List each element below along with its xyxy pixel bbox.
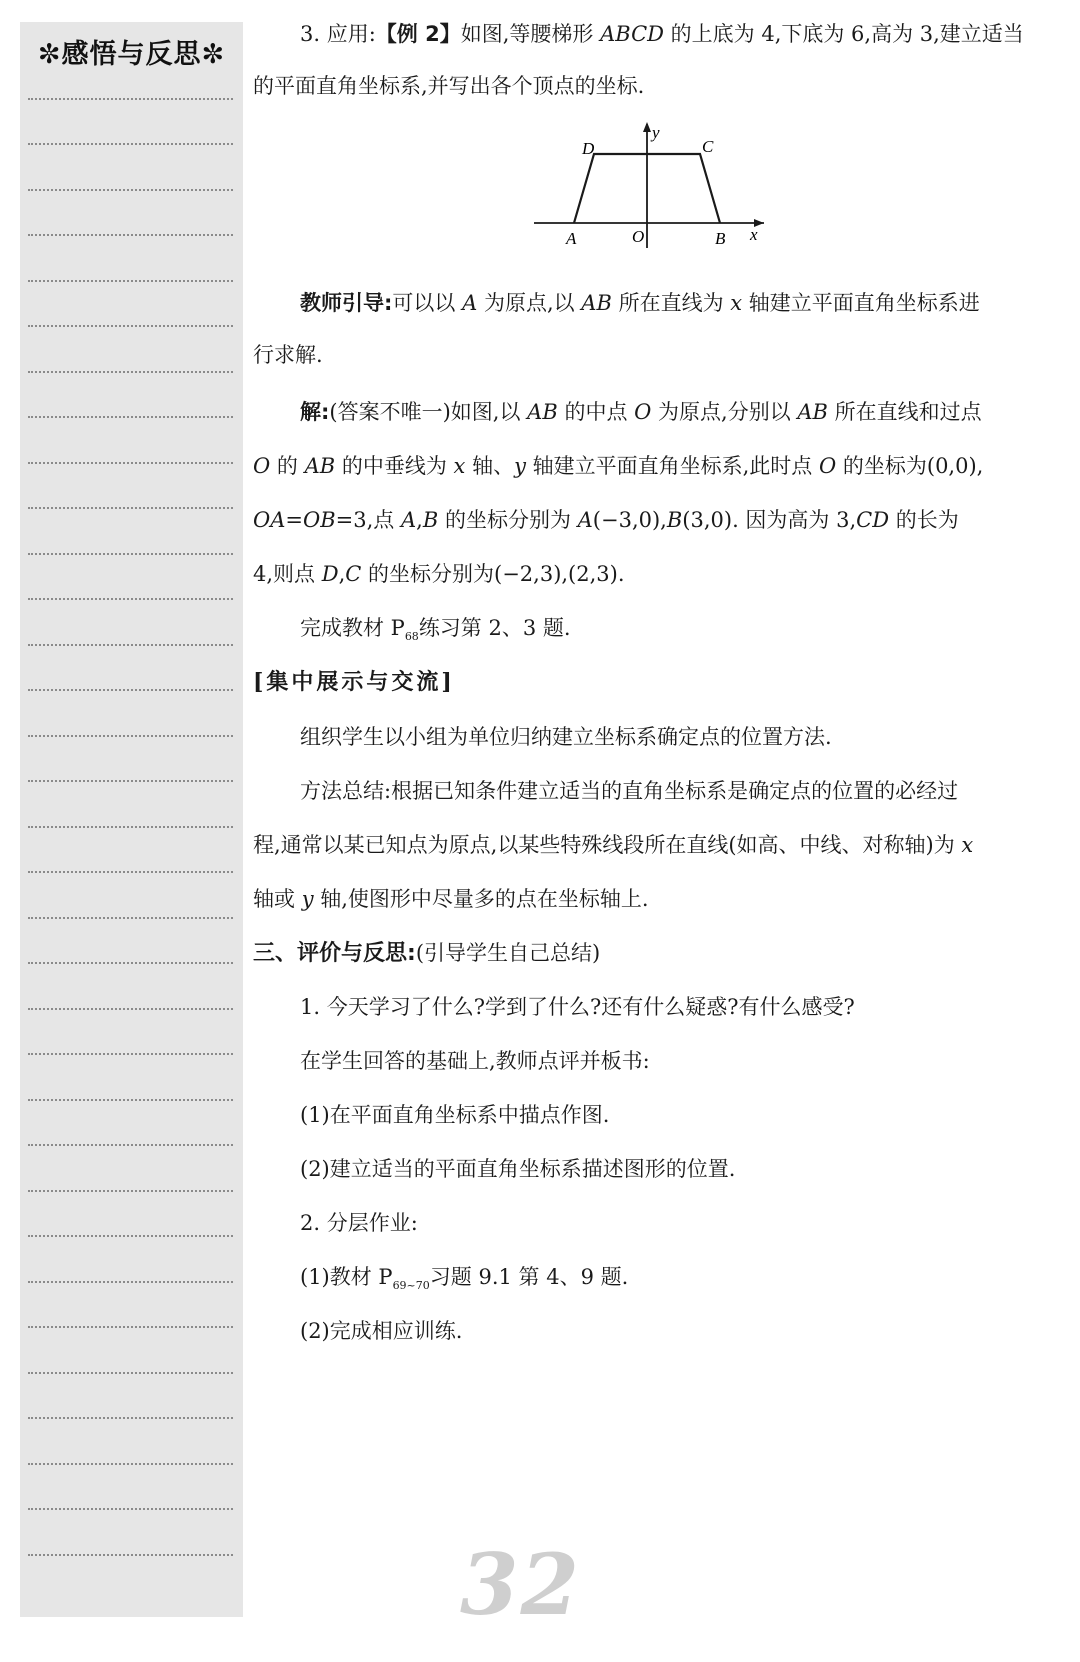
text: (答案不唯一)如图,以	[329, 400, 528, 424]
example2-line2: 的平面直角坐标系,并写出各个顶点的坐标.	[253, 74, 645, 98]
page-subscript: 68	[404, 630, 419, 644]
text: (1)教材 P	[300, 1265, 393, 1289]
text: 为原点,以	[477, 291, 582, 315]
text: 习题 9.1 第 4、9 题.	[429, 1265, 629, 1289]
text: 轴建立平面直角坐标系进	[742, 291, 980, 315]
ruled-line	[28, 1099, 233, 1101]
math-var: x	[961, 833, 974, 857]
ruled-line	[28, 143, 233, 145]
showcase-para1: 组织学生以小组为单位归纳建立坐标系确定点的位置方法.	[300, 725, 832, 749]
math-var: CD	[856, 508, 890, 532]
ruled-line	[28, 917, 233, 919]
math-var: ABCD	[600, 22, 664, 46]
homework-item2: (2)完成相应训练.	[300, 1319, 463, 1343]
sidebar-title: ✼感悟与反思✼	[37, 39, 226, 70]
text: 的坐标分别为(−2,3),(2,3).	[361, 562, 625, 586]
ruled-line	[28, 689, 233, 691]
math-var: A	[577, 508, 593, 532]
label-y: y	[652, 123, 660, 142]
math-var: y	[514, 454, 526, 478]
text: (3,0). 因为高为 3,	[682, 508, 857, 532]
label-B: B	[715, 229, 726, 248]
section-note: (引导学生自己总结)	[415, 941, 601, 965]
text: 的坐标为(0,0),	[836, 454, 984, 478]
ruled-line	[28, 553, 233, 555]
trapezoid-figure	[532, 118, 772, 263]
text: (−3,0),	[592, 508, 667, 532]
ruled-line	[28, 1235, 233, 1237]
guidance-line2: 行求解.	[253, 343, 323, 367]
homework-item1	[300, 1263, 628, 1300]
math-var: B	[666, 508, 683, 532]
label-O: O	[632, 227, 645, 246]
ruled-line	[28, 280, 233, 282]
ruled-line	[28, 1281, 233, 1283]
math-var: B	[422, 508, 439, 532]
text: 4,则点	[253, 562, 322, 586]
text: 的坐标分别为	[438, 508, 578, 532]
y-axis-arrow	[643, 122, 651, 132]
guidance-line1	[300, 289, 980, 317]
reflection-sidebar	[20, 22, 243, 1617]
ruled-line	[28, 1554, 233, 1556]
text: 的中垂线为	[335, 454, 454, 478]
text: ,	[338, 562, 346, 586]
text: 完成教材 P	[300, 616, 405, 640]
text: 的长为	[889, 508, 959, 532]
solution-line1	[300, 398, 982, 426]
ruled-line	[28, 780, 233, 782]
ruled-line	[28, 189, 233, 191]
ruled-line	[28, 1008, 233, 1010]
text: 的中点	[557, 400, 635, 424]
text: 轴建立平面直角坐标系,此时点	[525, 454, 819, 478]
text: =	[285, 508, 303, 532]
math-var: A	[462, 291, 478, 315]
ruled-line	[28, 1326, 233, 1328]
label-x: x	[750, 225, 758, 244]
math-var: y	[301, 887, 314, 911]
summary-line3	[253, 885, 649, 913]
label-C: C	[702, 137, 714, 156]
ruled-line	[28, 1417, 233, 1419]
ruled-line	[28, 1144, 233, 1146]
ruled-line	[28, 1463, 233, 1465]
example-prefix: 3. 应用:	[300, 22, 376, 46]
example-tag: 【例 2】	[375, 22, 461, 46]
summary-line2	[253, 831, 973, 859]
section-title: 三、评价与反思:	[253, 941, 416, 966]
text: 的上底为 4,下底为 6,高为 3,建立适当	[664, 22, 1024, 46]
ruled-line	[28, 98, 233, 100]
label-D: D	[582, 139, 595, 158]
math-var: A	[400, 508, 417, 532]
example2-line1	[300, 20, 1024, 48]
math-var: AB	[581, 291, 612, 315]
math-var: O	[634, 400, 652, 424]
text: 轴,使图形中尽量多的点在坐标轴上.	[313, 887, 649, 911]
ruled-line	[28, 1372, 233, 1374]
exercise-line	[300, 614, 571, 651]
homework-title: 2. 分层作业:	[300, 1211, 418, 1235]
solution-label: 解:	[300, 400, 330, 424]
solution-line2	[253, 452, 983, 480]
math-var: OA	[253, 508, 286, 532]
math-var: D	[321, 562, 339, 586]
showcase-heading: [集中展示与交流]	[253, 669, 455, 695]
text: 的	[270, 454, 305, 478]
label-A: A	[566, 229, 577, 248]
math-var: AB	[797, 400, 828, 424]
page-subscript: 69~70	[392, 1279, 430, 1293]
summary-line1: 方法总结:根据已知条件建立适当的直角坐标系是确定点的位置的必经过	[300, 779, 959, 803]
text: ,	[416, 508, 423, 532]
math-var: AB	[304, 454, 336, 478]
math-var: C	[345, 562, 362, 586]
math-var: x	[453, 454, 466, 478]
text: 轴或	[253, 887, 302, 911]
math-var: OB	[303, 508, 336, 532]
page-number: 32	[460, 1535, 581, 1634]
ruled-line	[28, 871, 233, 873]
sidebar-ruled-lines	[28, 22, 233, 1617]
math-var: x	[730, 291, 743, 315]
ruled-line	[28, 735, 233, 737]
math-var: AB	[527, 400, 558, 424]
text: 轴、	[465, 454, 515, 478]
ruled-line	[28, 644, 233, 646]
text: 为原点,分别以	[651, 400, 798, 424]
ruled-line	[28, 371, 233, 373]
math-var: O	[818, 454, 837, 478]
ruled-line	[28, 1508, 233, 1510]
ruled-line	[28, 1053, 233, 1055]
evaluation-q1: 1. 今天学习了什么?学到了什么?还有什么疑惑?有什么感受?	[300, 995, 855, 1019]
text: 如图,等腰梯形	[460, 22, 601, 46]
ruled-line	[28, 826, 233, 828]
text: 程,通常以某已知点为原点,以某些特殊线段所在直线(如高、中线、对称轴)为	[253, 833, 962, 857]
math-var: O	[253, 454, 271, 478]
text: =3,点	[335, 508, 401, 532]
ruled-line	[28, 462, 233, 464]
solution-line3	[253, 506, 959, 534]
ruled-line	[28, 416, 233, 418]
ruled-line	[28, 507, 233, 509]
evaluation-point2: (2)建立适当的平面直角坐标系描述图形的位置.	[300, 1157, 736, 1181]
text: 所在直线和过点	[827, 400, 982, 424]
ruled-line	[28, 325, 233, 327]
ruled-line	[28, 598, 233, 600]
ruled-line	[28, 962, 233, 964]
solution-line4	[253, 560, 625, 588]
ruled-line	[28, 234, 233, 236]
guidance-label: 教师引导:	[300, 291, 393, 315]
text: 可以以	[392, 291, 463, 315]
evaluation-intro: 在学生回答的基础上,教师点评并板书:	[300, 1049, 650, 1073]
text: 练习第 2、3 题.	[418, 616, 571, 640]
text: 所在直线为	[611, 291, 731, 315]
evaluation-heading	[253, 939, 600, 968]
ruled-line	[28, 1190, 233, 1192]
evaluation-point1: (1)在平面直角坐标系中描点作图.	[300, 1103, 610, 1127]
